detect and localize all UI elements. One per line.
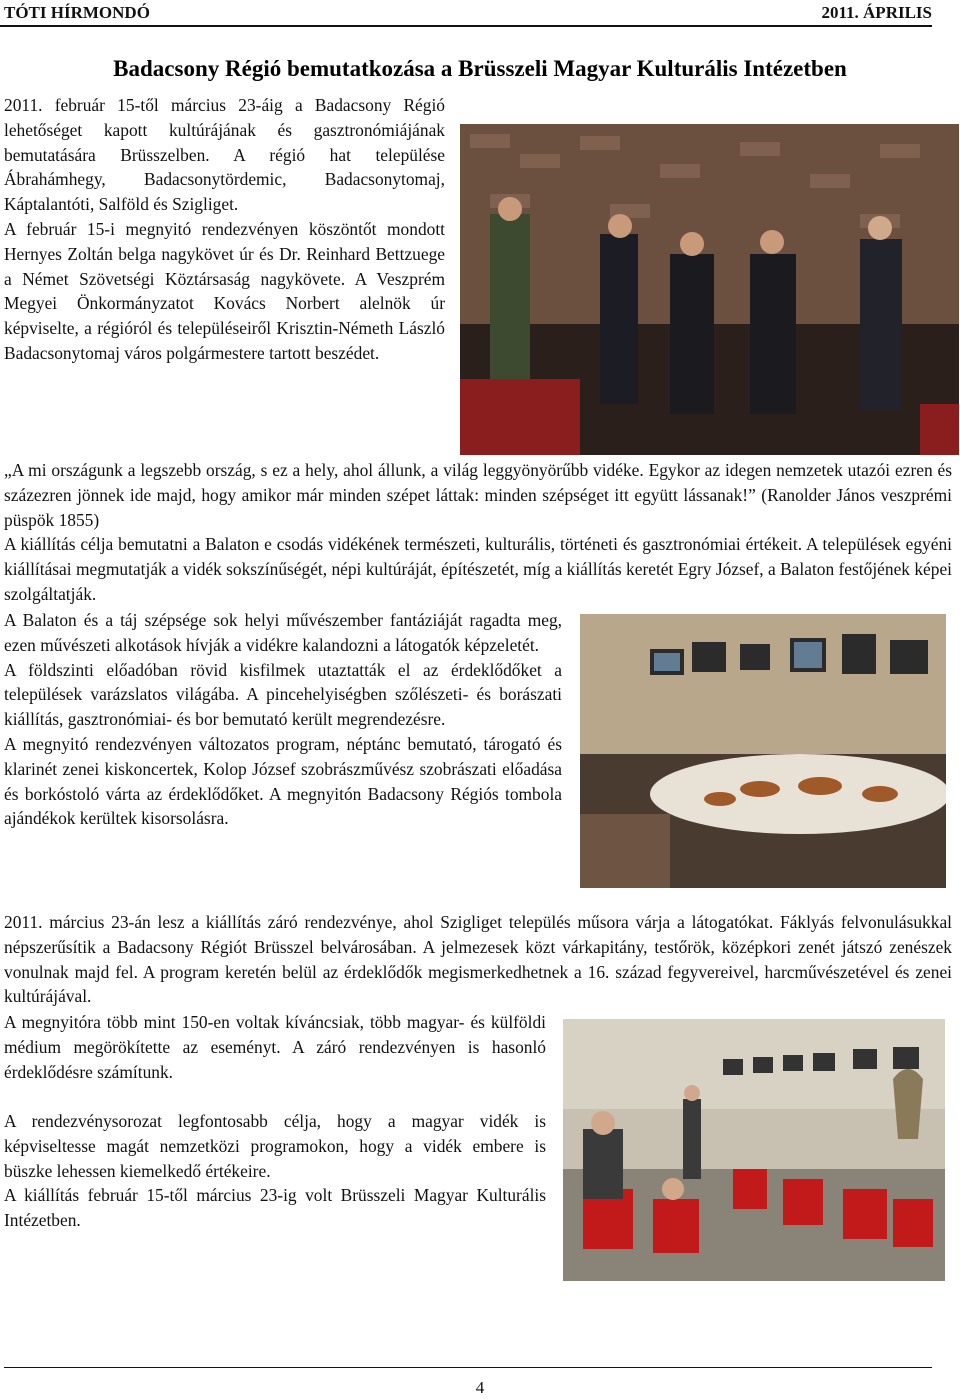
exhibition-hall-photo xyxy=(580,614,946,888)
audience-photo xyxy=(563,1019,945,1281)
paragraph-quote: „A mi országunk a legszebb ország, s ez a hely, ahol állunk, a világ leggyönyörűbb vidéke. Egykor az idegen nemzetek utazói ezren és százezren jönnek ide majd, hogy amikor már minden szépet láttak: minden szépséget itt együtt lássanak!” (Ranolder János veszprémi püspök 1855) xyxy=(4,460,952,530)
header-rule xyxy=(0,25,932,27)
paragraph-closing-event: 2011. március 23-án lesz a kiállítás záró rendezvénye, ahol Szigliget település műsora várja a látogatókat. Fáklyás felvonulásukkal népszerűsítik a Badacsony Régiót Brüsszel belvárosában. A jelmezesek közt várkapitány, testőrök, középkori zenét játszó zenészek vonulnak majd fel. A program keretén belül az érdeklődők megismerkedhetnek a 16. század fegyvereivel, harcművészetével és zenei kultúrájával. xyxy=(4,912,952,1007)
paragraph-goal: A rendezvénysorozat legfontosabb célja, hogy a magyar vidék is képviseltesse magát nemzetközi programokon, hogy a vidék embere is büszke lehessen kiemelkedő értékeire. xyxy=(4,1111,546,1181)
page-header xyxy=(0,0,960,26)
footer-rule xyxy=(4,1367,932,1368)
article-title: Badacsony Régió bemutatkozása a Brüsszeli Magyar Kulturális Intézetben xyxy=(113,56,847,81)
quote-block xyxy=(4,458,952,607)
summary-column-top xyxy=(4,1010,546,1084)
speakers-photo xyxy=(460,124,959,455)
paragraph-audience: A megnyitóra több mint 150-en voltak kíváncsiak, több magyar- és külföldi médium megörökítette az eseményt. A záró rendezvényen is hasonló érdeklődésre számítunk. xyxy=(4,1012,546,1082)
page-number: 4 xyxy=(475,1378,485,1397)
program-column xyxy=(4,608,562,831)
closing-event-block xyxy=(4,910,952,1009)
publication-name: TÓTI HÍRMONDÓ xyxy=(4,3,150,22)
paragraph-dates: A kiállítás február 15-től március 23-ig volt Brüsszeli Magyar Kulturális Intézetben. xyxy=(4,1185,546,1231)
paragraph-intro: 2011. február 15-től március 23-áig a Badacsony Régió lehetőséget kapott kultúrájának és gasztronómiájának bemutatására Brüsszelben. A régió hat települése Ábrahámhegy, Badacsonytördemic, Badacsonytomaj, Káptalantóti, Salföld és Szigliget. xyxy=(4,95,445,215)
paragraph-program: A megnyitó rendezvényen változatos program, néptánc bemutató, tárogató és klarinét zenei kiskoncertek, Kolop József szobrászművész szobrászati előadása és borkóstoló várta az érdeklődőket. A megnyitón Badacsony Régiós tombola ajándékok kerültek kisorsolásra. xyxy=(4,733,562,829)
intro-column xyxy=(4,93,445,366)
paragraph-art: A Balaton és a táj szépsége sok helyi művészember fantáziáját ragadta meg, ezen művészeti alkotások hívják a vidékre kalandozni a látogatók képzeletét. xyxy=(4,610,562,655)
paragraph-films: A földszinti előadóban rövid kisfilmek utaztatták el az érdeklődőket a települések varázslatos világába. A pincehelyiségben szőlészeti- és borászati kiállítás, gasztronómiai- és bor bemutató került megrendezésre. xyxy=(4,659,562,730)
paragraph-opening: A február 15-i megnyitó rendezvényen köszöntőt mondott Hernyes Zoltán belga nagykövet úr és Dr. Reinhard Bettzuege a Német Szövetségi Köztársaság nagykövete. A Veszprém Megyei Önkormányzatot Kovács Norbert alelnök úr képviselte, a régióról és településeiről Krisztin-Németh László Badacsonytomaj város polgármestere tartott beszédet. xyxy=(4,218,445,363)
issue-date: 2011. ÁPRILIS xyxy=(821,3,932,22)
summary-column-bottom xyxy=(4,1109,546,1233)
paragraph-exhibition-aim: A kiállítás célja bemutatni a Balaton e csodás vidékének természeti, kulturális, történeti és gasztronómiai értékeit. A települések egyéni kiállításai megmutatják a vidék sokszínűségét, népi kultúráját, építészetét, míg a kiállítás keretét Egry József, a Balaton festőjének képei szolgáltatják. xyxy=(4,534,952,604)
